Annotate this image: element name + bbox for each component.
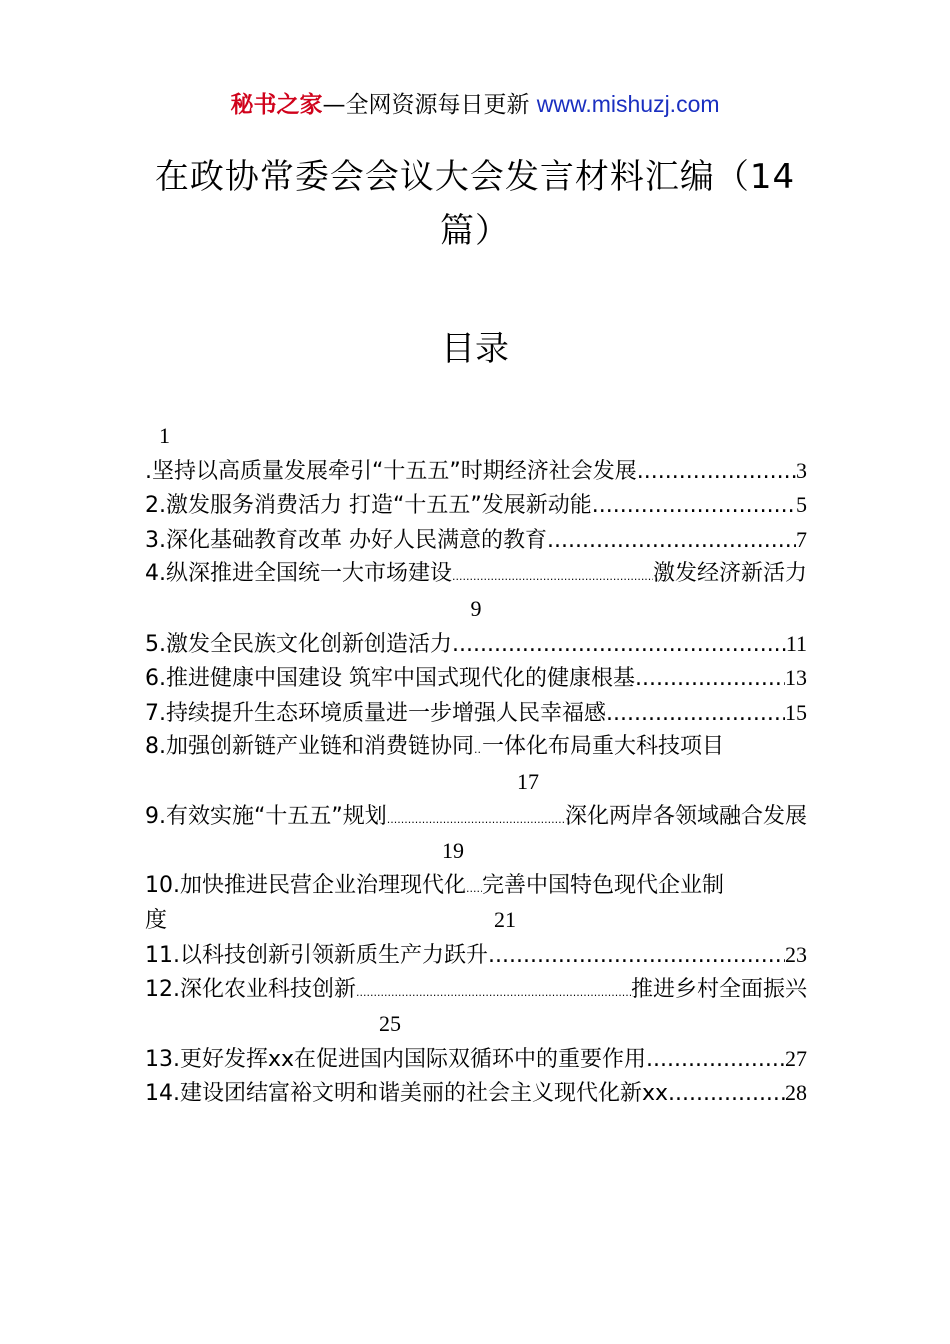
toc-item-12[interactable] [145, 973, 807, 1008]
banner-slogan: —全网资源每日更新 [322, 92, 530, 118]
toc-item-10-continued [145, 903, 807, 938]
toc-item-2[interactable] [145, 488, 807, 523]
toc-page-number: 17 [517, 768, 539, 794]
toc-item-title: 2.激发服务消费活力 打造“十五五”发展新动能 [145, 493, 592, 519]
toc-item-title: 12.深化农业科技创新 [145, 976, 356, 1002]
toc-dot-leader [646, 1043, 785, 1077]
toc-item-3[interactable] [145, 523, 807, 558]
toc-page-number: 13 [785, 665, 807, 691]
toc-dot-leader [474, 733, 482, 765]
toc-item-title: 3.深化基础教育改革 办好人民满意的教育 [145, 527, 547, 553]
toc-dot-leader [452, 628, 786, 662]
toc-dot-leader [466, 872, 482, 904]
toc-item-9[interactable] [145, 800, 807, 835]
toc-item-9-page [145, 834, 807, 869]
toc-item-6[interactable] [145, 661, 807, 696]
toc-item-title: 7.持续提升生态环境质量进一步增强人民幸福感 [145, 700, 606, 726]
toc-item-subtitle: 一体化布局重大科技项目 [482, 734, 725, 760]
document-title: 在政协常委会会议大会发言材料汇编（14篇） [154, 157, 796, 251]
toc-item-14[interactable] [145, 1076, 807, 1111]
toc-page-number: 19 [442, 838, 464, 864]
toc-page-number: 28 [785, 1080, 807, 1106]
toc-item-4-page [145, 592, 807, 627]
site-url-link[interactable]: www.mishuzj.com [536, 91, 720, 117]
toc-item-10[interactable] [145, 869, 807, 904]
brand-name: 秘书之家 [230, 92, 323, 118]
toc-item-12-page [145, 1007, 807, 1042]
toc-item-subtitle: 推进乡村全面振兴 [630, 976, 807, 1002]
toc-item-5[interactable] [145, 627, 807, 662]
toc-item-title: 10.加快推进民营企业治理现代化 [145, 872, 466, 898]
toc-item-8[interactable] [145, 730, 807, 765]
toc-page-number: 7 [796, 526, 807, 552]
toc-page-number: 11 [785, 630, 807, 656]
toc-dot-leader [488, 939, 785, 973]
toc-page-number: 5 [796, 492, 807, 518]
toc-item-title: 8.加强创新链产业链和消费链协同 [145, 734, 474, 760]
toc-page-number: 27 [785, 1045, 807, 1071]
toc-item-title: 5.激发全民族文化创新创造活力 [145, 631, 452, 657]
toc-dot-leader [356, 976, 631, 1008]
toc-page-number: 15 [785, 699, 807, 725]
toc-item-title: 11.以科技创新引领新质生产力跃升 [145, 942, 488, 968]
toc-item-8-page [145, 765, 807, 800]
toc-item-7[interactable] [145, 696, 807, 731]
toc-item-subtitle: 完善中国特色现代企业制 [482, 872, 725, 898]
table-of-contents [145, 419, 807, 1111]
toc-dot-leader [606, 697, 785, 731]
toc-item-1-number: 1 [159, 423, 170, 448]
toc-item-title: .坚持以高质量发展牵引“十五五”时期经济社会发展 [145, 458, 637, 484]
toc-dot-leader [668, 1077, 785, 1111]
toc-item-11[interactable] [145, 938, 807, 973]
toc-page-number: 25 [379, 1011, 401, 1037]
toc-page-number: 23 [785, 941, 807, 967]
toc-item-title: 6.推进健康中国建设 筑牢中国式现代化的健康根基 [145, 666, 635, 692]
toc-dot-leader [635, 662, 785, 696]
toc-dot-leader [637, 455, 796, 489]
toc-page-number: 21 [494, 907, 517, 933]
toc-dot-leader [452, 560, 653, 592]
toc-item-13[interactable] [145, 1042, 807, 1077]
toc-dot-leader [592, 489, 796, 523]
toc-item-title: 14.建设团结富裕文明和谐美丽的社会主义现代化新xx [145, 1081, 669, 1107]
toc-item-1[interactable] [145, 454, 807, 489]
toc-item-4[interactable] [145, 557, 807, 592]
toc-page-number: 9 [470, 595, 482, 621]
toc-item-subtitle: 激发经济新活力 [652, 561, 807, 587]
toc-item-subtitle-continued: 度 [145, 908, 168, 934]
toc-dot-leader [547, 524, 796, 558]
site-banner [0, 88, 950, 121]
toc-dot-leader [387, 803, 565, 835]
toc-item-title: 9.有效实施“十五五”规划 [145, 803, 387, 829]
toc-page-number: 3 [796, 457, 807, 483]
toc-item-subtitle: 深化两岸各领域融合发展 [564, 803, 807, 829]
toc-heading: 目录 [441, 329, 509, 369]
toc-item-title: 4.纵深推进全国统一大市场建设 [145, 561, 452, 587]
toc-item-title: 13.更好发挥xx在促进国内国际双循环中的重要作用 [145, 1046, 647, 1072]
